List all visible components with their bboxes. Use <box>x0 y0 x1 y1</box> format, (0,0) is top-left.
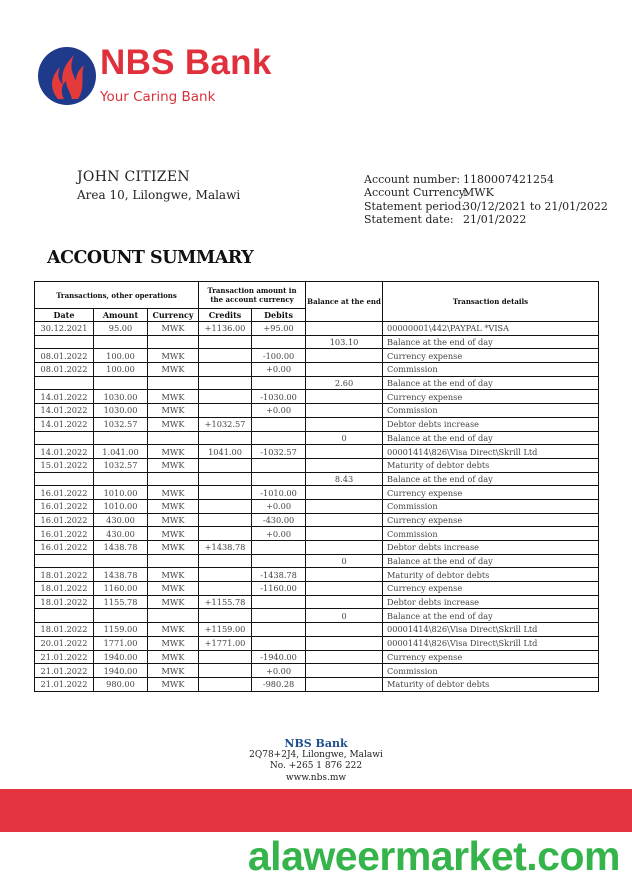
footer <box>0 738 632 784</box>
table-row <box>35 390 599 404</box>
account-info-label: Statement period: <box>364 199 466 213</box>
account-info-label: Account number: <box>364 173 461 186</box>
cell-currency <box>148 554 199 568</box>
cell-amount <box>94 335 148 349</box>
table-row <box>35 486 599 500</box>
customer-address: Area 10, Lilongwe, Malawi <box>77 188 241 202</box>
cell-date: 14.01.2022 <box>35 390 94 404</box>
cell-balance <box>306 623 383 637</box>
cell-amount <box>94 472 148 486</box>
cell-balance <box>306 541 383 555</box>
cell-details: Commission <box>383 404 599 418</box>
cell-date: 15.01.2022 <box>35 458 94 472</box>
cell-amount: 95.00 <box>94 322 148 336</box>
cell-debit <box>252 431 306 445</box>
cell-amount: 1438.78 <box>94 568 148 582</box>
account-info-row <box>364 186 608 199</box>
cell-amount <box>94 609 148 623</box>
cell-credit <box>199 472 252 486</box>
bank-logo <box>38 43 278 111</box>
cell-balance: 0 <box>306 609 383 623</box>
header-credits: Credits <box>199 309 252 322</box>
cell-debit <box>252 554 306 568</box>
cell-currency: MWK <box>148 636 199 650</box>
cell-currency: MWK <box>148 349 199 363</box>
cell-currency: MWK <box>148 404 199 418</box>
cell-debit: -1032.57 <box>252 445 306 459</box>
cell-balance: 0 <box>306 431 383 445</box>
cell-date: 16.01.2022 <box>35 541 94 555</box>
cell-details: Balance at the end of day <box>383 335 599 349</box>
table-row <box>35 623 599 637</box>
cell-credit <box>199 513 252 527</box>
cell-credit <box>199 458 252 472</box>
cell-balance <box>306 349 383 363</box>
cell-credit <box>199 499 252 513</box>
cell-amount: 1940.00 <box>94 650 148 664</box>
cell-balance <box>306 445 383 459</box>
header-currency: Currency <box>148 309 199 322</box>
table-row <box>35 417 599 431</box>
cell-debit: -100.00 <box>252 349 306 363</box>
table-row <box>35 595 599 609</box>
table-row <box>35 664 599 678</box>
account-info-label: Account Currency: <box>364 186 469 200</box>
cell-date: 14.01.2022 <box>35 445 94 459</box>
header-balance: Balance at the end <box>306 282 383 322</box>
cell-balance <box>306 664 383 678</box>
cell-currency: MWK <box>148 595 199 609</box>
cell-amount: 1032.57 <box>94 417 148 431</box>
cell-currency: MWK <box>148 486 199 500</box>
cell-currency: MWK <box>148 417 199 431</box>
cell-debit <box>252 609 306 623</box>
table-row <box>35 363 599 377</box>
cell-debit: +0.00 <box>252 664 306 678</box>
cell-credit <box>199 527 252 541</box>
cell-details: Balance at the end of day <box>383 609 599 623</box>
cell-balance <box>306 404 383 418</box>
cell-currency: MWK <box>148 650 199 664</box>
cell-debit: -1438.78 <box>252 568 306 582</box>
cell-currency <box>148 335 199 349</box>
cell-credit: +1159.00 <box>199 623 252 637</box>
cell-credit <box>199 568 252 582</box>
account-info-value: MWK <box>463 186 494 200</box>
cell-details: Balance at the end of day <box>383 554 599 568</box>
cell-debit: +0.00 <box>252 404 306 418</box>
account-info-value: 21/01/2022 <box>463 212 527 226</box>
cell-date: 16.01.2022 <box>35 499 94 513</box>
cell-date: 18.01.2022 <box>35 623 94 637</box>
cell-currency: MWK <box>148 322 199 336</box>
customer-block <box>77 169 240 202</box>
cell-date <box>35 472 94 486</box>
table-row <box>35 472 599 486</box>
footer-address: 2Q78+2J4, Lilongwe, Malawi <box>249 749 383 760</box>
cell-currency: MWK <box>148 568 199 582</box>
cell-date <box>35 431 94 445</box>
cell-amount <box>94 431 148 445</box>
cell-credit <box>199 431 252 445</box>
cell-currency <box>148 431 199 445</box>
watermark: alaweermarket.com <box>247 833 620 879</box>
cell-debit: -1160.00 <box>252 582 306 596</box>
cell-credit <box>199 664 252 678</box>
cell-currency <box>148 609 199 623</box>
account-info-label: Statement date: <box>364 212 454 226</box>
bank-tagline: Your Caring Bank <box>100 89 216 105</box>
cell-debit <box>252 541 306 555</box>
cell-amount <box>94 376 148 390</box>
transactions-body <box>35 322 599 692</box>
cell-details: 00001414\826\Visa Direct\Skrill Ltd <box>383 623 599 637</box>
table-row <box>35 431 599 445</box>
table-row <box>35 335 599 349</box>
table-row <box>35 322 599 336</box>
cell-credit <box>199 486 252 500</box>
cell-details: Currency expense <box>383 486 599 500</box>
cell-credit <box>199 650 252 664</box>
cell-debit <box>252 458 306 472</box>
cell-date: 08.01.2022 <box>35 349 94 363</box>
cell-date <box>35 554 94 568</box>
footer-website: www.nbs.mw <box>285 772 347 783</box>
cell-credit: +1032.57 <box>199 417 252 431</box>
cell-balance <box>306 499 383 513</box>
header-transactions: Transactions, other operations <box>35 282 199 309</box>
cell-details: Debtor debts increase <box>383 541 599 555</box>
cell-amount: 1940.00 <box>94 664 148 678</box>
table-row <box>35 376 599 390</box>
cell-amount: 1010.00 <box>94 486 148 500</box>
cell-amount: 1155.78 <box>94 595 148 609</box>
cell-date: 14.01.2022 <box>35 404 94 418</box>
cell-currency: MWK <box>148 527 199 541</box>
cell-balance: 103.10 <box>306 335 383 349</box>
cell-credit <box>199 609 252 623</box>
cell-debit: +0.00 <box>252 363 306 377</box>
table-row <box>35 636 599 650</box>
table-row <box>35 582 599 596</box>
cell-date: 16.01.2022 <box>35 486 94 500</box>
cell-amount: 100.00 <box>94 363 148 377</box>
cell-details: 00001414\826\Visa Direct\Skrill Ltd <box>383 445 599 459</box>
cell-details: Commission <box>383 664 599 678</box>
cell-debit: -1010.00 <box>252 486 306 500</box>
cell-balance: 2.60 <box>306 376 383 390</box>
cell-credit: +1438.78 <box>199 541 252 555</box>
cell-currency: MWK <box>148 445 199 459</box>
cell-balance <box>306 650 383 664</box>
cell-debit: +0.00 <box>252 499 306 513</box>
table-row <box>35 609 599 623</box>
cell-amount: 1.041.00 <box>94 445 148 459</box>
cell-debit <box>252 335 306 349</box>
cell-balance <box>306 527 383 541</box>
cell-currency: MWK <box>148 677 199 691</box>
cell-currency <box>148 376 199 390</box>
cell-date: 21.01.2022 <box>35 677 94 691</box>
account-info-row <box>364 213 608 226</box>
account-info <box>364 173 608 226</box>
cell-debit <box>252 376 306 390</box>
cell-debit <box>252 623 306 637</box>
cell-balance <box>306 322 383 336</box>
cell-debit: +0.00 <box>252 527 306 541</box>
table-row <box>35 349 599 363</box>
cell-amount: 1771.00 <box>94 636 148 650</box>
cell-currency: MWK <box>148 390 199 404</box>
cell-details: Currency expense <box>383 349 599 363</box>
cell-debit <box>252 636 306 650</box>
cell-currency: MWK <box>148 582 199 596</box>
cell-currency: MWK <box>148 458 199 472</box>
table-row <box>35 499 599 513</box>
table-row <box>35 404 599 418</box>
cell-balance <box>306 677 383 691</box>
cell-amount <box>94 554 148 568</box>
cell-currency: MWK <box>148 664 199 678</box>
header-date: Date <box>35 309 94 322</box>
header-details: Transaction details <box>383 282 599 322</box>
cell-details: Currency expense <box>383 390 599 404</box>
cell-details: Maturity of debtor debts <box>383 458 599 472</box>
cell-balance <box>306 582 383 596</box>
account-info-value: 1180007421254 <box>463 173 554 186</box>
cell-date: 14.01.2022 <box>35 417 94 431</box>
bank-name: NBS Bank <box>100 43 272 82</box>
cell-currency: MWK <box>148 541 199 555</box>
cell-credit <box>199 404 252 418</box>
cell-amount: 100.00 <box>94 349 148 363</box>
table-row <box>35 554 599 568</box>
cell-balance <box>306 363 383 377</box>
cell-details: Currency expense <box>383 513 599 527</box>
cell-debit: +95.00 <box>252 322 306 336</box>
table-row <box>35 677 599 691</box>
cell-details: Maturity of debtor debts <box>383 568 599 582</box>
cell-date <box>35 376 94 390</box>
cell-amount: 1438.78 <box>94 541 148 555</box>
cell-date: 08.01.2022 <box>35 363 94 377</box>
cell-details: 00001414\826\Visa Direct\Skrill Ltd <box>383 636 599 650</box>
cell-credit <box>199 390 252 404</box>
cell-amount: 1032.57 <box>94 458 148 472</box>
cell-date: 18.01.2022 <box>35 568 94 582</box>
footer-band <box>0 789 632 832</box>
cell-date: 16.01.2022 <box>35 527 94 541</box>
cell-amount: 430.00 <box>94 527 148 541</box>
cell-amount: 1030.00 <box>94 404 148 418</box>
cell-date: 16.01.2022 <box>35 513 94 527</box>
cell-credit: +1136.00 <box>199 322 252 336</box>
cell-details: Currency expense <box>383 650 599 664</box>
cell-amount: 1010.00 <box>94 499 148 513</box>
account-info-value: 30/12/2021 to 21/01/2022 <box>463 199 608 213</box>
cell-amount: 1030.00 <box>94 390 148 404</box>
cell-date: 21.01.2022 <box>35 650 94 664</box>
cell-balance <box>306 636 383 650</box>
cell-credit <box>199 335 252 349</box>
cell-currency: MWK <box>148 363 199 377</box>
cell-date: 30.12.2021 <box>35 322 94 336</box>
cell-debit: -430.00 <box>252 513 306 527</box>
cell-details: Debtor debts increase <box>383 595 599 609</box>
cell-debit <box>252 417 306 431</box>
cell-balance <box>306 458 383 472</box>
cell-balance <box>306 513 383 527</box>
cell-amount: 1159.00 <box>94 623 148 637</box>
table-row <box>35 650 599 664</box>
cell-amount: 430.00 <box>94 513 148 527</box>
table-row <box>35 527 599 541</box>
table-row <box>35 513 599 527</box>
cell-amount: 1160.00 <box>94 582 148 596</box>
cell-debit <box>252 472 306 486</box>
cell-credit <box>199 363 252 377</box>
cell-details: Balance at the end of day <box>383 431 599 445</box>
cell-balance <box>306 417 383 431</box>
cell-details: Maturity of debtor debts <box>383 677 599 691</box>
cell-date <box>35 609 94 623</box>
cell-balance <box>306 568 383 582</box>
account-info-row <box>364 200 608 213</box>
cell-details: 00000001\442\PAYPAL *VISA <box>383 322 599 336</box>
cell-credit: 1041.00 <box>199 445 252 459</box>
cell-debit: -980.28 <box>252 677 306 691</box>
cell-currency <box>148 472 199 486</box>
table-row <box>35 445 599 459</box>
cell-balance <box>306 486 383 500</box>
header-amount: Amount <box>94 309 148 322</box>
cell-details: Currency expense <box>383 582 599 596</box>
cell-balance: 8.43 <box>306 472 383 486</box>
cell-debit <box>252 595 306 609</box>
cell-credit <box>199 554 252 568</box>
cell-date: 18.01.2022 <box>35 582 94 596</box>
cell-details: Commission <box>383 499 599 513</box>
table-row <box>35 568 599 582</box>
cell-date: 20.01.2022 <box>35 636 94 650</box>
cell-date: 21.01.2022 <box>35 664 94 678</box>
footer-phone: No. +265 1 876 222 <box>269 761 363 771</box>
cell-credit: +1155.78 <box>199 595 252 609</box>
cell-balance <box>306 595 383 609</box>
cell-details: Balance at the end of day <box>383 472 599 486</box>
cell-credit <box>199 376 252 390</box>
cell-currency: MWK <box>148 513 199 527</box>
cell-debit: -1030.00 <box>252 390 306 404</box>
table-row <box>35 458 599 472</box>
cell-details: Commission <box>383 527 599 541</box>
cell-credit: +1771.00 <box>199 636 252 650</box>
cell-currency: MWK <box>148 623 199 637</box>
header-debits: Debits <box>252 309 306 322</box>
cell-credit <box>199 349 252 363</box>
cell-credit <box>199 677 252 691</box>
cell-date: 18.01.2022 <box>35 595 94 609</box>
cell-balance: 0 <box>306 554 383 568</box>
cell-credit <box>199 582 252 596</box>
cell-debit: -1940.00 <box>252 650 306 664</box>
customer-name: JOHN CITIZEN <box>77 169 190 185</box>
cell-amount: 980.00 <box>94 677 148 691</box>
cell-details: Commission <box>383 363 599 377</box>
footer-bank-name: NBS Bank <box>284 737 348 750</box>
transactions-table <box>34 281 599 692</box>
table-row <box>35 541 599 555</box>
flame-logo-icon <box>38 47 96 105</box>
cell-date <box>35 335 94 349</box>
cell-balance <box>306 390 383 404</box>
cell-details: Balance at the end of day <box>383 376 599 390</box>
cell-details: Debtor debts increase <box>383 417 599 431</box>
account-info-row <box>364 173 608 186</box>
header-amount-group: Transaction amount in the account currency <box>199 282 306 309</box>
page-title: ACCOUNT SUMMARY <box>47 248 254 268</box>
cell-currency: MWK <box>148 499 199 513</box>
